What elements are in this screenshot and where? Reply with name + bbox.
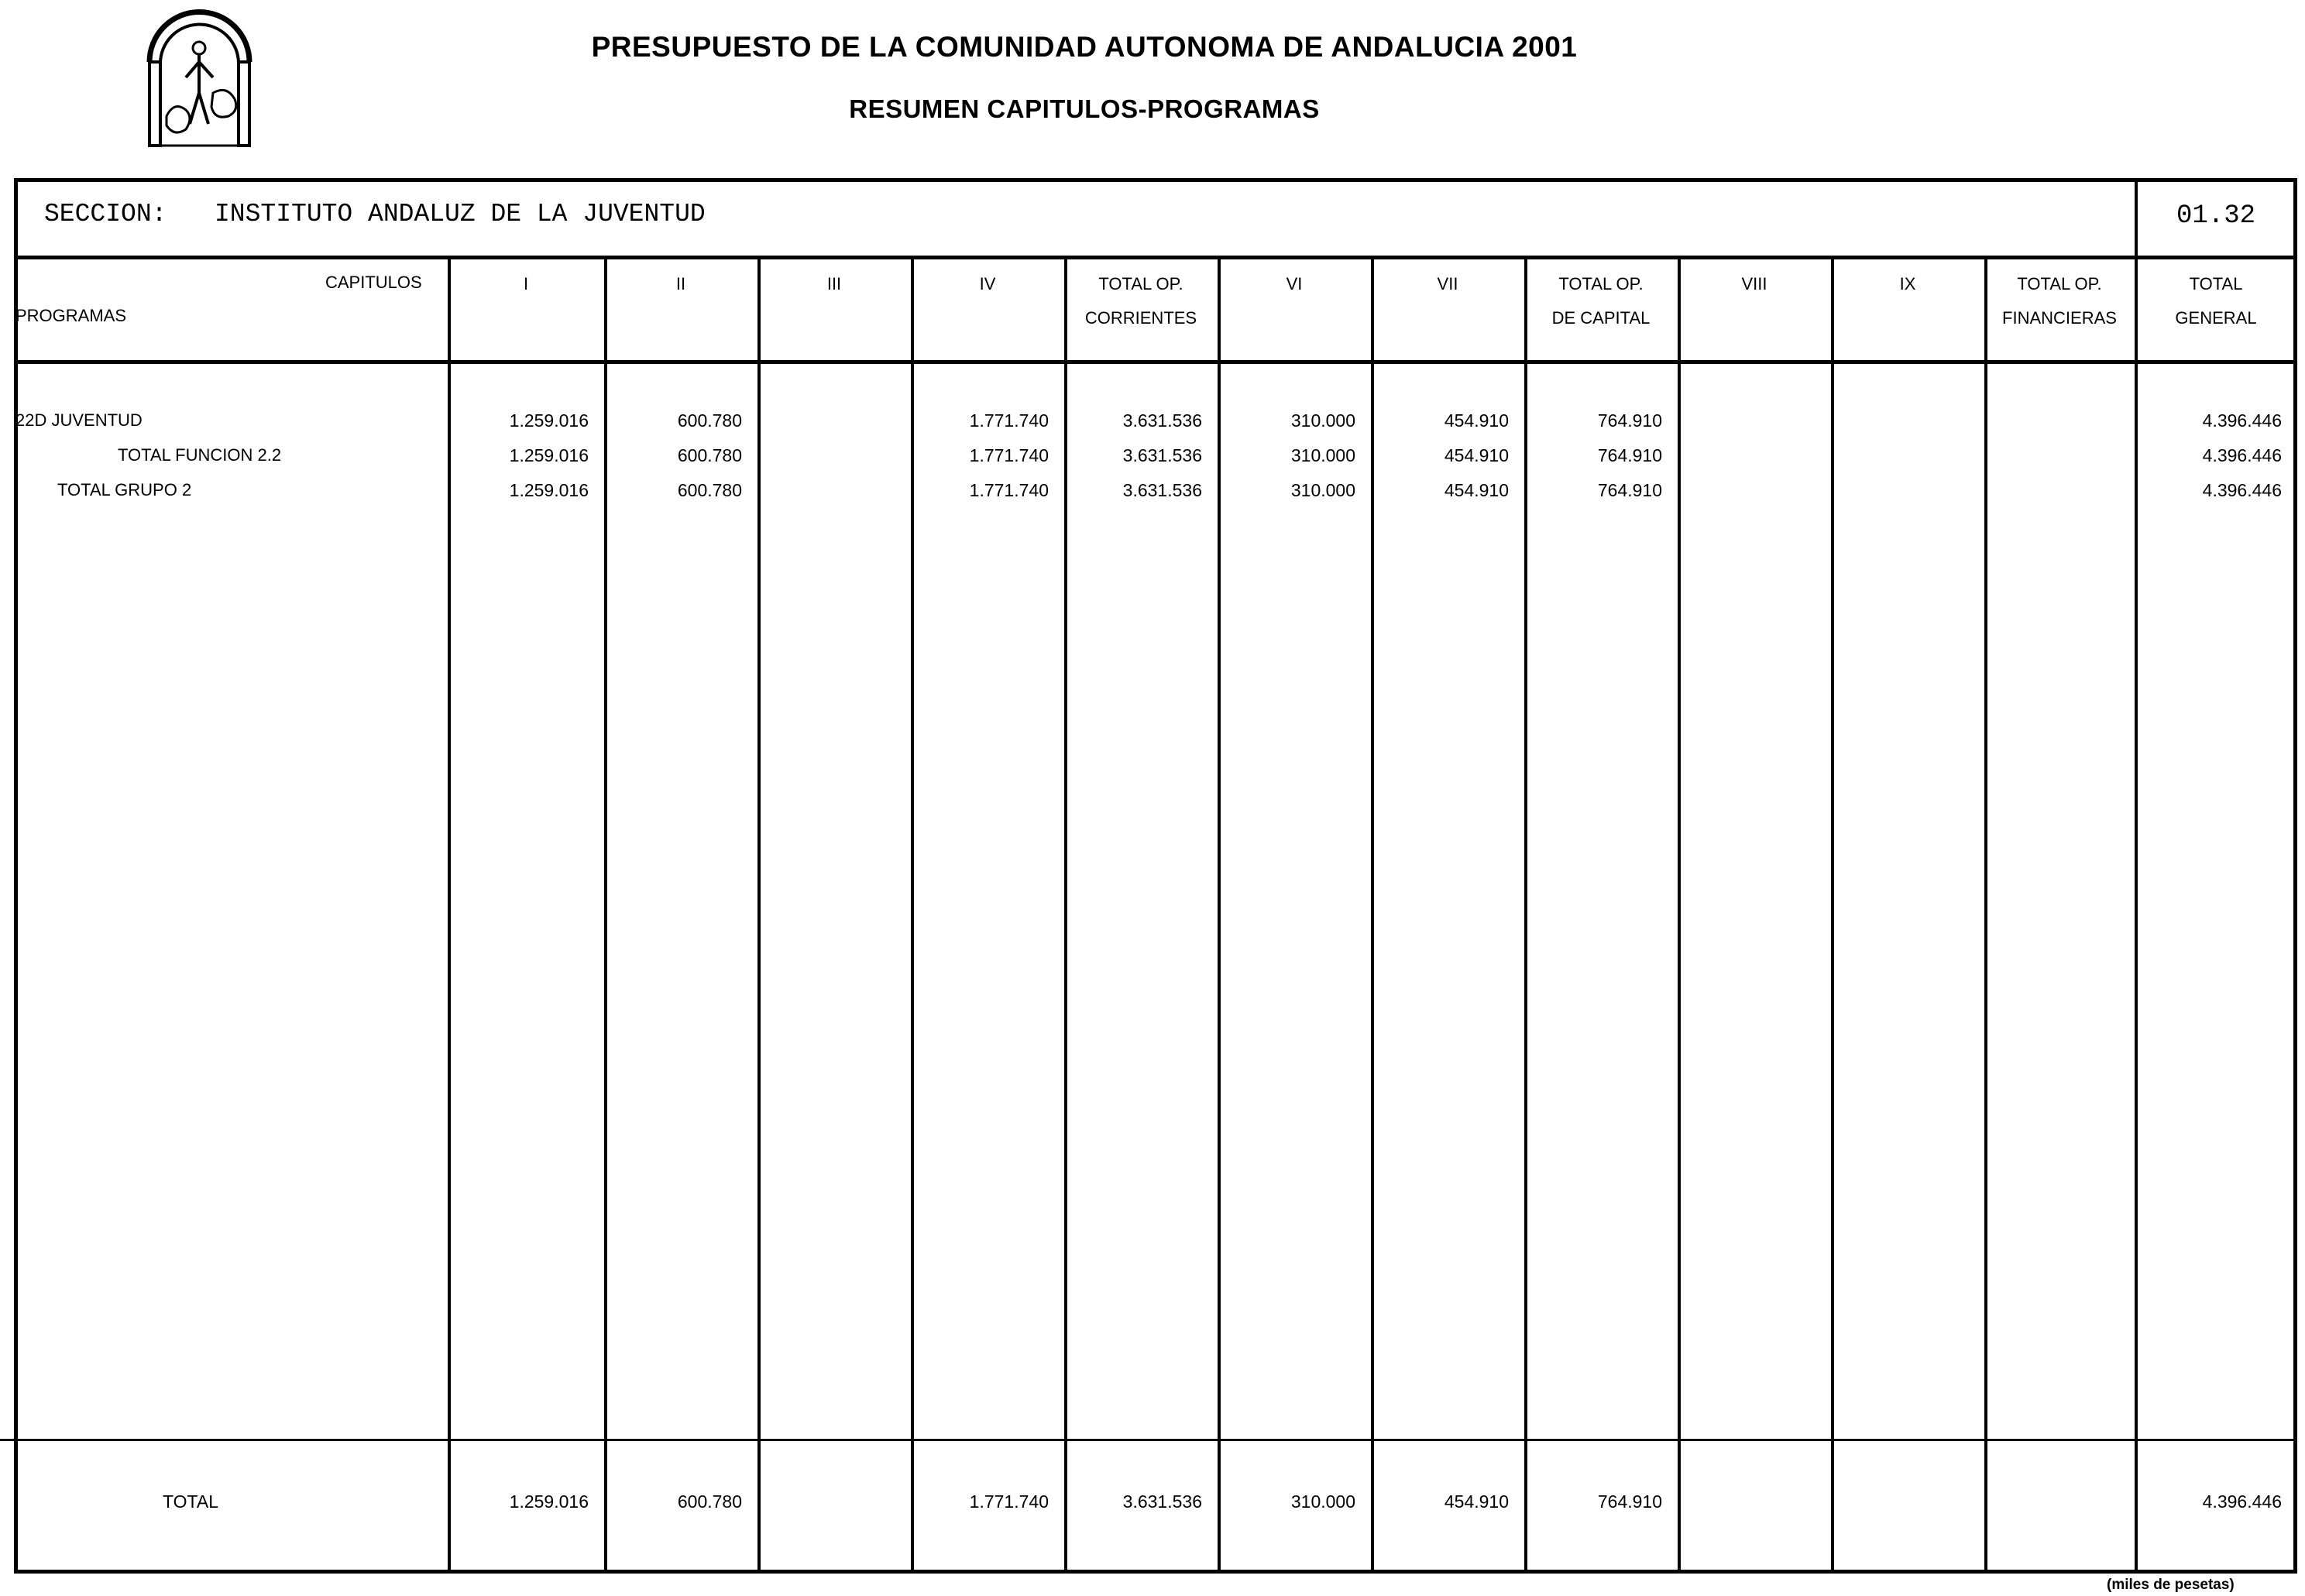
column-header-line1: TOTAL OP.	[1098, 274, 1183, 293]
total-cell: 3.631.536	[1122, 1491, 1202, 1512]
column-header-line1: TOTAL OP.	[1558, 274, 1644, 293]
table-cell: 3.631.536	[1122, 410, 1202, 431]
column-header-line2	[1218, 301, 1371, 335]
column-header	[911, 267, 1064, 335]
total-divider	[0, 1439, 2297, 1441]
column-header	[2135, 267, 2297, 335]
column-header	[1831, 267, 1984, 335]
row-label: TOTAL GRUPO 2	[57, 480, 192, 499]
table-cell: 764.910	[1597, 445, 1662, 465]
column-header-line1: TOTAL OP.	[2017, 274, 2102, 293]
column-divider	[1831, 259, 1834, 1572]
column-header	[1218, 267, 1371, 335]
table-cell: 454.910	[1444, 480, 1509, 500]
table-cell: 600.780	[677, 445, 742, 465]
total-cell: 454.910	[1444, 1491, 1509, 1512]
header-divider	[14, 360, 2297, 364]
column-divider	[757, 259, 761, 1572]
column-divider	[1678, 259, 1681, 1572]
table-cell: 4.396.446	[2202, 445, 2282, 465]
column-header-line1: VII	[1437, 274, 1458, 293]
column-header-line2	[757, 301, 911, 335]
total-cell: 310.000	[1290, 1491, 1355, 1512]
column-header-line2	[1678, 301, 1831, 335]
column-header	[757, 267, 911, 335]
total-cell: 1.259.016	[509, 1491, 589, 1512]
total-cell: 4.396.446	[2202, 1491, 2282, 1512]
column-header-line2	[604, 301, 757, 335]
table-cell: 1.259.016	[509, 480, 589, 500]
seccion-divider	[14, 256, 2297, 259]
row-label: TOTAL FUNCION 2.2	[118, 445, 282, 465]
column-header	[1064, 267, 1218, 335]
column-header-line2: GENERAL	[2175, 308, 2257, 328]
table-cell: 310.000	[1290, 445, 1355, 465]
column-header	[604, 267, 757, 335]
column-header-line1: VI	[1286, 274, 1303, 293]
table-cell: 4.396.446	[2202, 480, 2282, 500]
column-header-line1: TOTAL	[2189, 274, 2243, 293]
column-header	[1984, 267, 2135, 335]
column-header-line2	[911, 301, 1064, 335]
table-cell: 600.780	[677, 480, 742, 500]
andalucia-coat-of-arms-icon	[143, 0, 256, 151]
column-header-line1: III	[826, 274, 842, 293]
table-cell: 310.000	[1290, 480, 1355, 500]
column-header-line2	[448, 301, 604, 335]
total-cell: 764.910	[1597, 1491, 1662, 1512]
capitulos-label: CAPITULOS	[325, 273, 422, 292]
column-header-line2: DE CAPITAL	[1551, 308, 1651, 328]
table-cell: 3.631.536	[1122, 480, 1202, 500]
column-header-line1: II	[675, 274, 686, 293]
column-header-line1: I	[523, 274, 529, 293]
table-cell: 454.910	[1444, 445, 1509, 465]
table-cell: 310.000	[1290, 410, 1355, 431]
seccion-name: INSTITUTO ANDALUZ DE LA JUVENTUD	[215, 200, 706, 228]
code-divider	[2135, 178, 2138, 1574]
column-header	[1524, 267, 1678, 335]
total-cell: 1.771.740	[969, 1491, 1049, 1512]
seccion-label: SECCION:	[44, 200, 167, 228]
row-label: 22D JUVENTUD	[15, 410, 143, 430]
table-cell: 4.396.446	[2202, 410, 2282, 431]
table-cell: 1.259.016	[509, 445, 589, 465]
column-header-line1: IV	[979, 274, 996, 293]
programas-label: PROGRAMAS	[15, 306, 127, 325]
column-header	[1371, 267, 1524, 335]
column-header-line1: VIII	[1741, 274, 1767, 293]
total-label: TOTAL	[163, 1491, 218, 1512]
table-cell: 764.910	[1597, 410, 1662, 431]
units-note: (miles de pesetas)	[2107, 1577, 2235, 1593]
table-cell: 600.780	[677, 410, 742, 431]
seccion-code: 01.32	[2176, 201, 2256, 231]
table-cell: 1.771.740	[969, 480, 1049, 500]
column-header	[1678, 267, 1831, 335]
column-header	[448, 267, 604, 335]
column-header-line2: FINANCIERAS	[2002, 308, 2117, 328]
column-header-line2	[1371, 301, 1524, 335]
column-header-line1: IX	[1899, 274, 1916, 293]
table-cell: 3.631.536	[1122, 445, 1202, 465]
column-divider	[1984, 259, 1987, 1572]
column-header-line2	[1831, 301, 1984, 335]
column-header-line2: CORRIENTES	[1084, 308, 1197, 328]
table-cell: 454.910	[1444, 410, 1509, 431]
table-cell: 764.910	[1597, 480, 1662, 500]
document-subtitle: RESUMEN CAPITULOS-PROGRAMAS	[849, 94, 1320, 123]
table-cell: 1.771.740	[969, 445, 1049, 465]
table-frame	[14, 178, 2297, 1574]
table-cell: 1.259.016	[509, 410, 589, 431]
total-cell: 600.780	[677, 1491, 742, 1512]
document-title: PRESUPUESTO DE LA COMUNIDAD AUTONOMA DE ANDALUCIA 2001	[591, 31, 1578, 63]
table-cell: 1.771.740	[969, 410, 1049, 431]
